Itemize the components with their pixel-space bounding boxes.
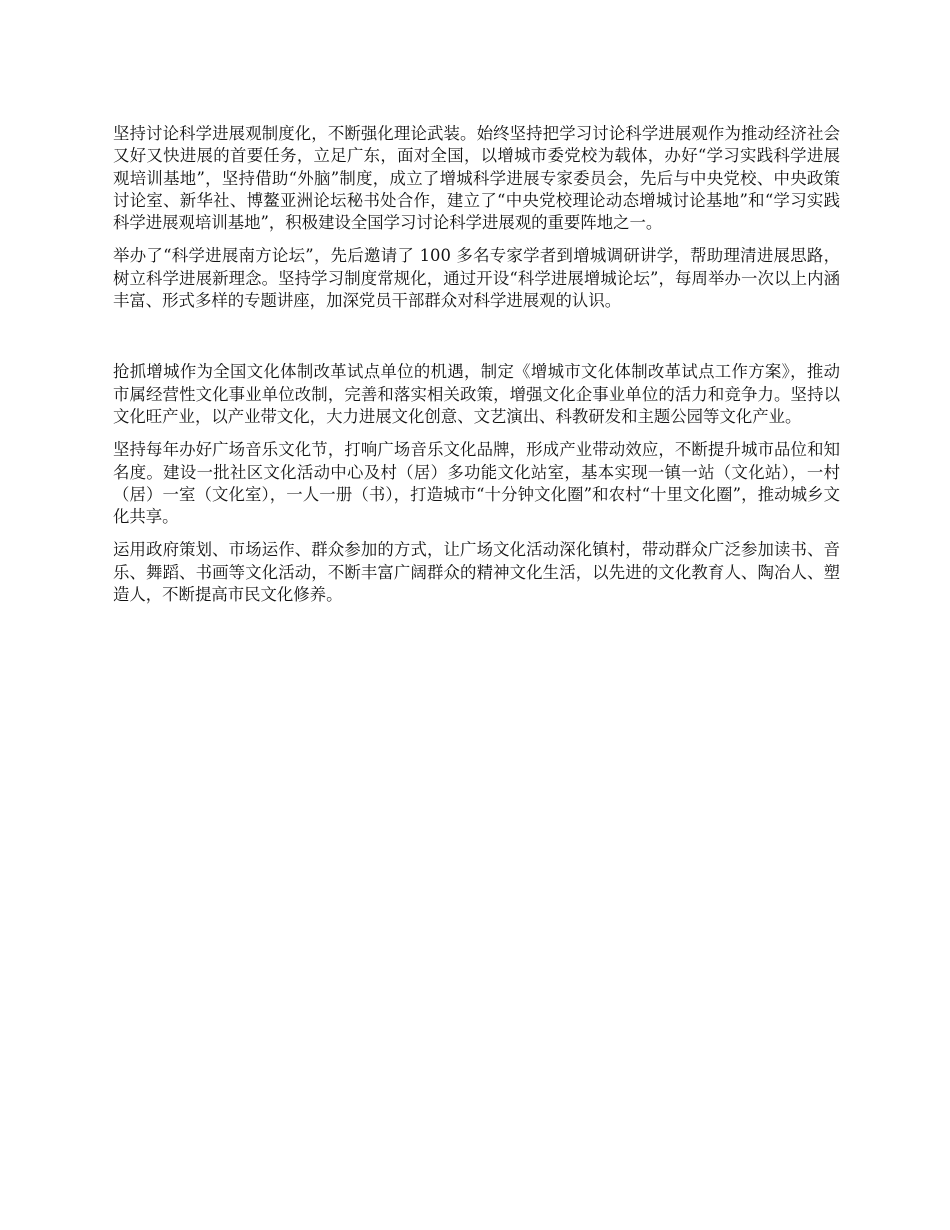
paragraph-southern-forum: 举办了“科学进展南方论坛”，先后邀请了 100 多名专家学者到增城调研讲学，帮助理清进展思路，树立科学进展新理念。坚持学习制度常规化，通过开设“科学进展增城论坛”，每周举办一次以上内涵丰富、形式多样的专题讲座，加深党员干部群众对科学进展观的认识。	[113, 246, 840, 311]
paragraph-study-institutionalization: 坚持讨论科学进展观制度化，不断强化理论武装。始终坚持把学习讨论科学进展观作为推动经济社会又好又快进展的首要任务，立足广东，面对全国，以增城市委党校为载体，办好“学习实践科学进展观培训基地”，坚持借助“外脑”制度，成立了增城科学进展专家委员会，先后与中央党校、中央政策讨论室、新华社、博鳌亚洲论坛秘书处合作，建立了“中央党校理论动态增城讨论基地”和“学习实践科学进展观培训基地”，积极建设全国学习讨论科学进展观的重要阵地之一。	[113, 124, 840, 233]
paragraph-cultural-reform: 抢抓增城作为全国文化体制改革试点单位的机遇，制定《增城市文化体制改革试点工作方案》，推动市属经营性文化事业单位改制，完善和落实相关政策，增强文化企事业单位的活力和竞争力。坚持以文化旺产业，以产业带文化，大力进展文化创意、文艺演出、科教研发和主题公园等文化产业。	[113, 362, 840, 426]
paragraph-music-festival: 坚持每年办好广场音乐文化节，打响广场音乐文化品牌，形成产业带动效应，不断提升城市品位和知名度。建设一批社区文化活动中心及村（居）多功能文化站室，基本实现一镇一站（文化站），一村（居）一室（文化室），一人一册（书），打造城市“十分钟文化圈”和农村“十里文化圈”，推动城乡文化共享。	[113, 440, 840, 527]
section-spacer	[113, 312, 840, 361]
paragraph-spacer	[113, 528, 840, 539]
paragraph-spacer	[113, 428, 840, 439]
paragraph-cultural-activities: 运用政府策划、市场运作、群众参加的方式，让广场文化活动深化镇村，带动群众广泛参加读书、音乐、舞蹈、书画等文化活动，不断丰富广阔群众的精神文化生活，以先进的文化教育人、陶冶人、塑造人，不断提高市民文化修养。	[113, 540, 840, 605]
paragraph-spacer	[113, 234, 840, 245]
document-body	[113, 123, 840, 606]
